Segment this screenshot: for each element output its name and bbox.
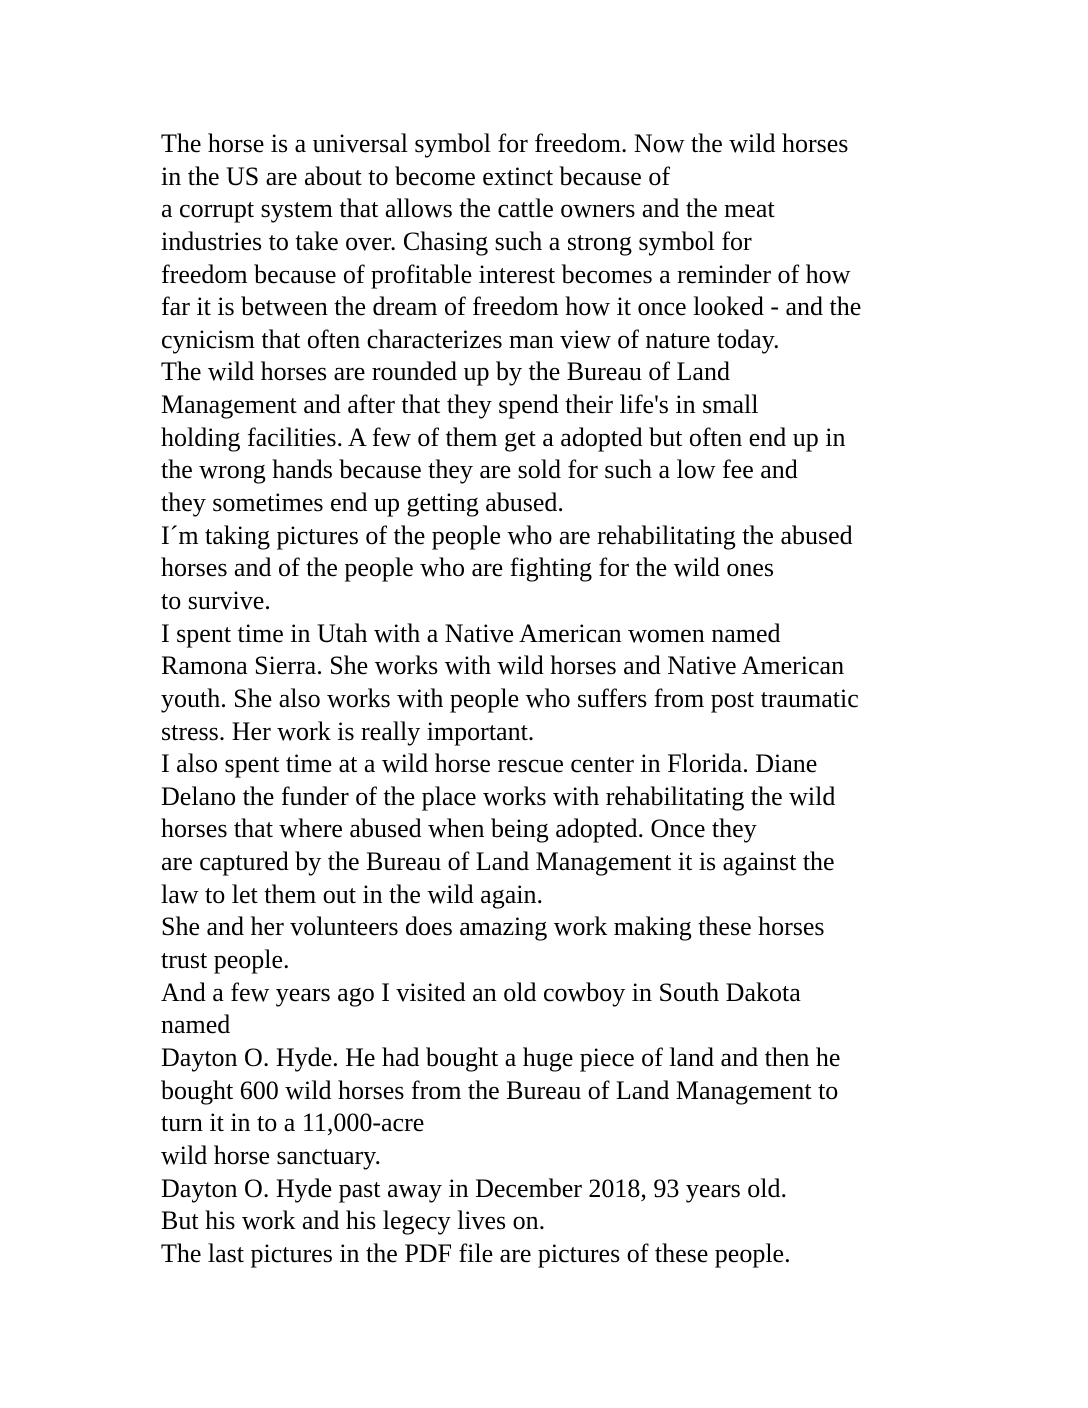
text-line: Delano the funder of the place works with rehabilitating the wild [161,781,836,811]
text-line: cynicism that often characterizes man view of nature today. [161,324,780,354]
text-line: youth. She also works with people who suffers from post traumatic [161,683,859,713]
text-line: in the US are about to become extinct because of [161,161,670,191]
text-line: are captured by the Bureau of Land Management it is against the [161,847,835,877]
text-line: the wrong hands because they are sold for such a low fee and [161,455,798,485]
text-line: they sometimes end up getting abused. [161,488,564,518]
text-line: The horse is a universal symbol for freedom. Now the wild horses [161,129,849,158]
text-line: horses and of the people who are fighting for the wild ones [161,553,775,583]
text-line: holding facilities. A few of them get a adopted but often end up in [161,422,846,452]
text-line: Management and after that they spend their life's in small [161,390,759,420]
text-line: law to let them out in the wild again. [161,879,543,909]
text-line: freedom because of profitable interest becomes a reminder of how [161,259,851,289]
text-line: The last pictures in the PDF file are pictures of these people. [161,1238,791,1268]
text-line: bought 600 wild horses from the Bureau of Land Management to [161,1075,839,1105]
text-line: industries to take over. Chasing such a strong symbol for [161,226,752,256]
document-body [161,128,1061,1270]
text-line: trust people. [161,945,290,975]
text-line: to survive. [161,585,271,615]
text-line: I´m taking pictures of the people who are rehabilitating the abused [161,520,853,550]
text-line: named [161,1010,231,1040]
text-line: wild horse sanctuary. [161,1140,381,1170]
text-line: turn it in to a 11,000-acre [161,1108,425,1138]
text-line: Dayton O. Hyde. He had bought a huge piece of land and then he [161,1042,841,1072]
text-line: horses that where abused when being adopted. Once they [161,814,757,844]
text-line: And a few years ago I visited an old cowboy in South Dakota [161,977,801,1007]
text-line: She and her volunteers does amazing work making these horses [161,912,825,942]
text-line: stress. Her work is really important. [161,716,535,746]
text-line: far it is between the dream of freedom how it once looked - and the [161,292,862,322]
text-line: I also spent time at a wild horse rescue center in Florida. Diane [161,749,818,779]
text-line: I spent time in Utah with a Native American women named [161,618,781,648]
text-line: The wild horses are rounded up by the Bureau of Land [161,357,730,387]
text-line: But his work and his legecy lives on. [161,1206,546,1236]
text-line: a corrupt system that allows the cattle owners and the meat [161,194,775,224]
text-line: Dayton O. Hyde past away in December 2018, 93 years old. [161,1173,787,1203]
text-line: Ramona Sierra. She works with wild horses and Native American [161,651,845,681]
